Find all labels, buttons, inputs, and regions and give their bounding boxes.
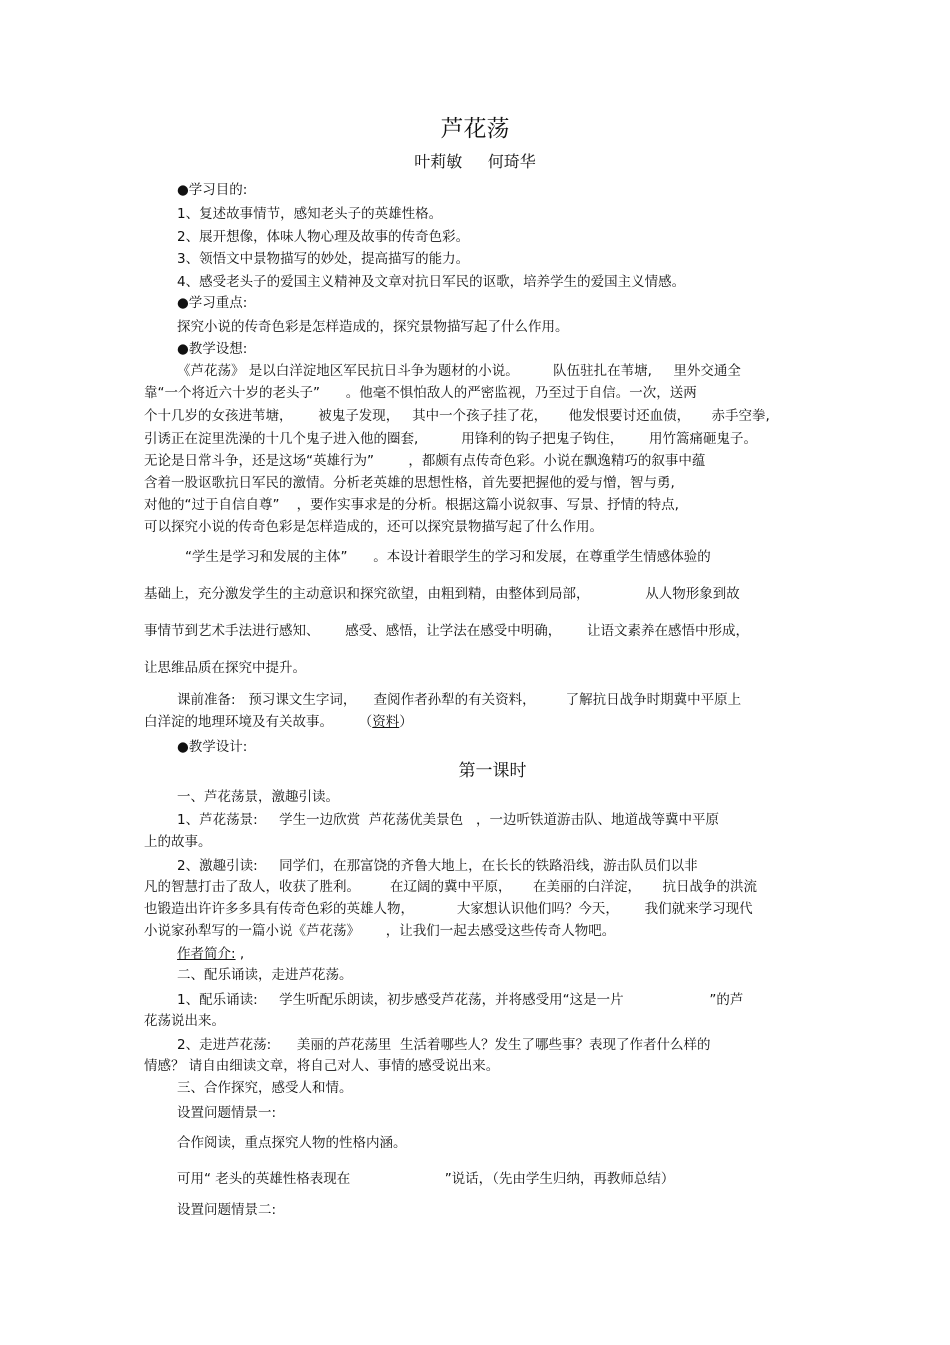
concept-paragraph-line: “学生是学习和发展的主体” 。本设计着眼学生的学习和发展，在尊重学生情感体验的 [185,549,711,565]
concept-line: 个十几岁的女孩进苇塘， 被鬼子发现， 其中一个孩子挂了花， 他发恨要讨还血债， 赤手空拳, [144,408,770,424]
scene-prompt: 可用“ 老头的英雄性格表现在 ”说话，（先由学生归纳，再教师总结） [177,1171,675,1187]
prep-line: 课前准备: 预习课文生字词， 查阅作者孙犁的有关资料， 了解抗日战争时期冀中平原上 [177,692,742,708]
author-intro-line [177,945,244,963]
focus-text: 探究小说的传奇色彩是怎样造成的，探究景物描写起了什么作用。 [177,319,569,335]
concept-line: 无论是日常斗争，还是这场“英雄行为” ，都颇有点传奇色彩。小说在飘逸精巧的叙事中蕴 [144,453,706,469]
section-heading: 三、合作探究，感受人和情。 [177,1080,353,1096]
design-line: 2、激趣引读: 同学们，在那富饶的齐鲁大地上，在长长的铁路沿线，游击队员们以非 [177,858,698,874]
objectives-heading: ●学习目的: [177,182,248,198]
objective-item: 2、展开想像，体味人物心理及故事的传奇色彩。 [177,229,470,245]
prep-line [144,713,413,731]
design-heading: ●教学设计: [177,739,248,755]
design-line: 上的故事。 [144,834,212,850]
concept-paragraph-line: 基础上，充分激发学生的主动意识和探究欲望，由粗到精，由整体到局部， 从人物形象到故 [144,586,740,602]
concept-heading: ●教学设想: [177,341,248,357]
lesson-title: 第一课时 [458,761,527,781]
design-line: 2、走进芦花荡: 美丽的芦花荡里 生活着哪些人？发生了哪些事？表现了作者什么样的 [177,1037,711,1053]
objective-item: 1、复述故事情节，感知老头子的英雄性格。 [177,206,443,222]
section-heading: 二、配乐诵读，走进芦花荡。 [177,967,353,983]
scene-heading: 设置问题情景一: [177,1105,277,1121]
authors: 叶莉敏 何琦华 [414,152,536,171]
concept-line: 可以探究小说的传奇色彩是怎样造成的，还可以探究景物描写起了什么作用。 [144,519,603,535]
author-intro-link[interactable]: 作者简介: [177,946,236,962]
scene-heading: 设置问题情景二: [177,1202,277,1218]
author-intro-tail: , [235,946,245,962]
concept-paragraph-line: 事情节到艺术手法进行感知、 感受、感悟，让学法在感受中明确， 让语文素养在感悟中形成， [144,623,749,639]
design-line: 也锻造出许许多多具有传奇色彩的英雄人物， 大家想认识他们吗？今天， 我们就来学习现代 [144,901,753,917]
concept-line: 靠“一个将近六十岁的老头子” 。他毫不惧怕敌人的严密监视，乃至过于自信。一次，送两 [144,385,697,401]
document-title: 芦花荡 [440,116,510,142]
focus-heading: ●学习重点: [177,295,248,311]
section-heading: 一、芦花荡景，激趣引读。 [177,789,339,805]
scene-text: 合作阅读，重点探究人物的性格内涵。 [177,1135,407,1151]
concept-line: 含着一股讴歌抗日军民的激情。分析老英雄的思想性格，首先要把握他的爱与憎，智与勇, [144,475,675,491]
concept-line: 对他的“过于自信自尊” ，要作实事求是的分析。根据这篇小说叙事、写景、抒情的特点, [144,497,679,513]
prep-text: 白洋淀的地理环境及有关故事。 （ [144,714,373,730]
objective-item: 3、领悟文中景物描写的妙处，提高描写的能力。 [177,251,470,267]
design-line: 小说家孙犁写的一篇小说《芦花荡》 ，让我们一起去感受这些传奇人物吧。 [144,923,616,939]
design-line: 1、配乐诵读: 学生听配乐朗读，初步感受芦花荡，并将感受用“这是一片 ”的芦 [177,992,744,1008]
objective-item: 4、感受老头子的爱国主义精神及文章对抗日军民的讴歌，培养学生的爱国主义情感。 [177,274,686,290]
prep-text-end: ） [399,714,413,730]
design-line: 1、芦花荡景: 学生一边欣赏 芦花荡优美景色 ，一边听铁道游击队、地道战等冀中平原 [177,812,720,828]
design-line: 情感？ 请自由细读文章，将自己对人、事情的感受说出来。 [144,1058,500,1074]
concept-paragraph-line: 让思维品质在探究中提升。 [144,660,306,676]
design-line: 花荡说出来。 [144,1013,225,1029]
concept-line: 引诱正在淀里洗澡的十几个鬼子进入他的圈套, 用锋利的钩子把鬼子钩住， 用竹篙痛砸鬼子。 [144,431,757,447]
resource-link[interactable]: 资料 [372,714,400,730]
design-line: 凡的智慧打击了敌人，收获了胜利。 在辽阔的冀中平原， 在美丽的白洋淀， 抗日战争的洪流 [144,879,757,895]
concept-line: 《芦花荡》 是以白洋淀地区军民抗日斗争为题材的小说。 队伍驻扎在苇塘, 里外交通全 [177,363,741,379]
